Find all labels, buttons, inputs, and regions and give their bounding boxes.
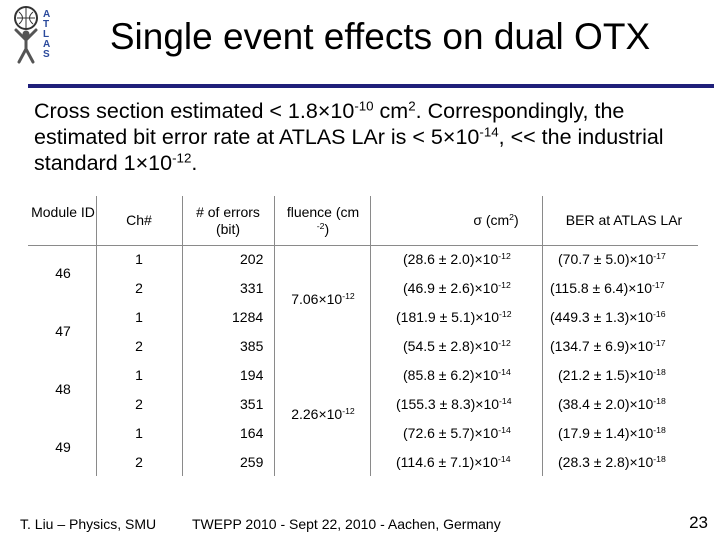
channel-cell: 1: [135, 425, 143, 441]
ber-cell: $(28.3 \pm 2.8)\times 10^{-18}$: [558, 454, 666, 470]
errors-cell: 385: [240, 338, 264, 354]
header-sigma: σ $(cm^2)$: [473, 212, 519, 228]
fluence-value: $7.06\times 10^{-12}$: [291, 291, 355, 307]
table-divider: [542, 196, 543, 476]
errors-cell: 1284: [232, 309, 264, 325]
channel-cell: 1: [135, 367, 143, 383]
channel-cell: 2: [135, 396, 143, 412]
ber-cell: $(134.7 \pm 6.9)\times 10^{-17}$: [550, 338, 666, 354]
errors-cell: 259: [240, 454, 264, 470]
sigma-cell: $(28.6 \pm 2.0)\times 10^{-12}$: [403, 251, 511, 267]
table-divider: [28, 245, 698, 246]
header-fluence: fluence (cm $^{-2}$): [286, 204, 360, 237]
sigma-cell: $(155.3 \pm 8.3)\times 10^{-14}$: [396, 396, 512, 412]
atlas-logo-text: ATLAS: [43, 9, 51, 60]
ber-cell: $(21.2 \pm 1.5)\times 10^{-18}$: [558, 367, 666, 383]
table-divider: [182, 196, 183, 476]
errors-cell: 202: [240, 251, 264, 267]
fluence-value: $2.26\times 10^{-12}$: [291, 406, 355, 422]
header-errors: # of errors (bit): [196, 204, 260, 237]
footer-author: T. Liu – Physics, SMU: [20, 516, 157, 532]
sigma-cell: $(114.6 \pm 7.1)\times 10^{-14}$: [396, 454, 511, 470]
ber-cell: $(115.8 \pm 6.4)\times 10^{-17}$: [550, 280, 665, 296]
header-module-id: Module ID: [31, 204, 95, 220]
sigma-cell: $(54.5 \pm 2.8)\times 10^{-12}$: [403, 338, 511, 354]
sigma-cell: $(46.9 \pm 2.6)\times 10^{-12}$: [403, 280, 511, 296]
errors-cell: 351: [240, 396, 264, 412]
ber-cell: $(70.7 \pm 5.0)\times 10^{-17}$: [558, 251, 666, 267]
channel-cell: 2: [135, 338, 143, 354]
sigma-cell: $(72.6 \pm 5.7)\times 10^{-14}$: [403, 425, 511, 441]
module-id: 49: [55, 439, 71, 455]
ber-cell: $(17.9 \pm 1.4)\times 10^{-18}$: [558, 425, 666, 441]
slide-title: Single event effects on dual OTX: [109, 16, 651, 57]
errors-cell: 194: [240, 367, 264, 383]
module-id: 48: [55, 381, 71, 397]
table-divider: [274, 196, 275, 476]
title-rule: [28, 84, 714, 88]
ber-cell: $(449.3 \pm 1.3)\times 10^{-16}$: [550, 309, 666, 325]
errors-cell: 164: [240, 425, 264, 441]
header-channel: Ch#: [126, 212, 152, 228]
footer-conference: TWEPP 2010 - Sept 22, 2010 - Aachen, Germany: [192, 516, 501, 532]
ber-cell: $(38.4 \pm 2.0)\times 10^{-18}$: [558, 396, 666, 412]
intro-text: Cross section estimated < $1.8\times 10^{-10}$ $cm^2$. Correspondingly, the estimated bit error rate at ATLAS LAr is < $5\times 10^{-14}$, << the industrial standard $1\times 10^{-12}$.: [34, 98, 664, 175]
table-divider: [370, 196, 371, 476]
channel-cell: 1: [135, 251, 143, 267]
channel-cell: 1: [135, 309, 143, 325]
atlas-logo: [6, 4, 56, 66]
channel-cell: 2: [135, 280, 143, 296]
page-number: 23: [689, 513, 708, 532]
sigma-cell: $(181.9 \pm 5.1)\times 10^{-12}$: [396, 309, 512, 325]
sigma-cell: $(85.8 \pm 6.2)\times 10^{-14}$: [403, 367, 511, 383]
module-id: 46: [55, 265, 71, 281]
module-id: 47: [55, 323, 71, 339]
header-ber: BER at ATLAS LAr: [565, 212, 683, 228]
errors-cell: 331: [240, 280, 264, 296]
channel-cell: 2: [135, 454, 143, 470]
